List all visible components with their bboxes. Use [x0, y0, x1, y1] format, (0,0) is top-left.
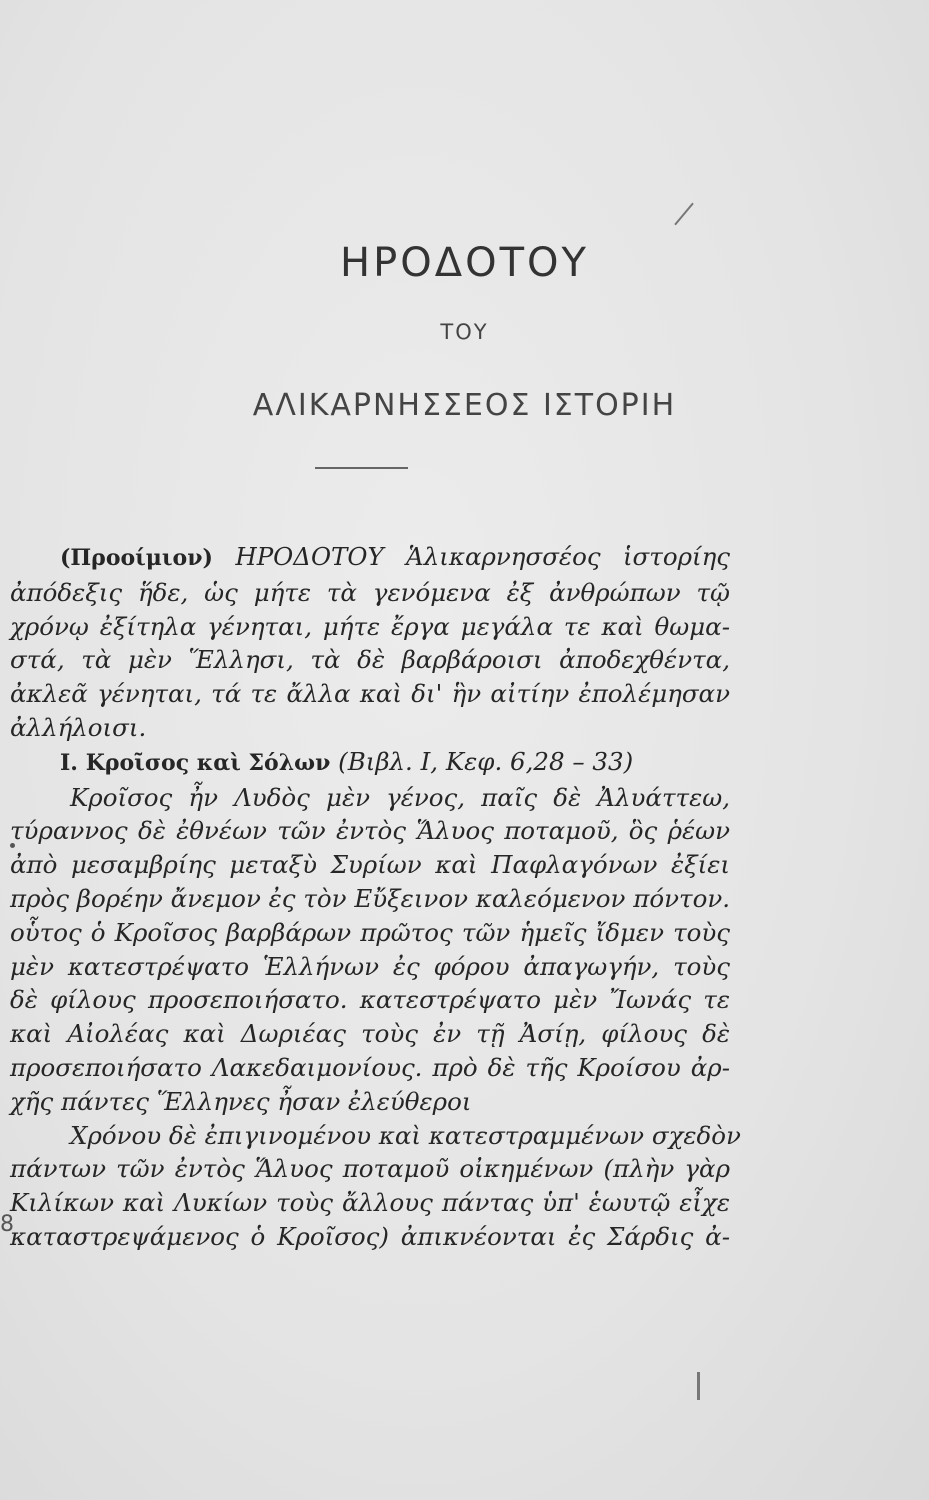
paragraph-line: προσεποιήσατο Λακεδαιμονίους. πρὸ δὲ τῆς Κροίσου ἀρ-	[10, 1052, 730, 1082]
prooimion-line: χρόνῳ ἐξίτηλα γένηται, μήτε ἔργα μεγάλα τε καὶ θωμα-	[10, 611, 730, 641]
paragraph-line: πρὸς βορέην ἄνεμον ἐς τὸν Εὔξεινον καλεόμενον πόντον.	[10, 883, 730, 913]
pencil-stroke-mark	[674, 203, 694, 226]
section-number: I.	[60, 749, 78, 776]
section-heading	[10, 745, 730, 781]
prooimion-line: ἀλλήλοισι.	[10, 712, 147, 742]
paragraph-line: μὲν κατεστρέψατο Ἑλλήνων ἐς φόρου ἀπαγωγήν, τοὺς	[10, 951, 730, 981]
section-title: Κροῖσος καὶ Σόλων	[85, 749, 331, 776]
paragraph-line: τύραννος δὲ ἐθνέων τῶν ἐντὸς Ἅλυος ποταμοῦ, ὃς ῥέων	[10, 816, 730, 846]
prooimion-line: ἀκλεᾶ γένηται, τά τε ἄλλα καὶ δι' ἣν αἰτίην ἐπολέμησαν	[10, 679, 730, 709]
paragraph-line: καταστρεψάμενος ὁ Κροῖσος) ἀπικνέονται ἐς Σάρδις ἀ-	[10, 1221, 730, 1251]
paragraph-line: Χρόνου δὲ ἐπιγινομένου καὶ κατεστραμμένων σχεδὸν	[70, 1120, 741, 1150]
paragraph-line: οὗτος ὁ Κροῖσος βαρβάρων πρῶτος τῶν ἡμεῖς ἴδμεν τοὺς	[10, 917, 730, 947]
paragraph-line: Κιλίκων καὶ Λυκίων τοὺς ἄλλους πάντας ὑπ' ἑωυτῷ εἶχε	[10, 1188, 730, 1218]
paragraph-line: χῆς πάντες Ἕλληνες ἦσαν ἐλεύθεροι	[10, 1086, 472, 1116]
pencil-mark-bottom	[697, 1372, 700, 1400]
prooimion-label: (Προοίμιον)	[60, 545, 213, 571]
book-subtitle: ΤΟΥ	[440, 320, 489, 344]
paragraph-line: καὶ Αἰολέας καὶ Δωριέας τοὺς ἐν τῇ Ἀσίῃ, φίλους δὲ	[10, 1019, 730, 1049]
prooimion-line: (Προοίμιον) ΗΡΟΔΟΤΟΥ Ἁλικαρνησσέος ἱστορίης	[60, 542, 730, 571]
paragraph-line: δὲ φίλους προσεποιήσατο. κατεστρέψατο μὲν Ἴωνάς τε	[10, 985, 730, 1015]
paragraph-line: Κροῖσος ἦν Λυδὸς μὲν γένος, παῖς δὲ Ἀλυάττεω,	[70, 782, 730, 812]
divider-rule	[315, 467, 408, 469]
book-title: ΗΡΟΔΟΤΟΥ	[340, 240, 589, 286]
section-reference: (Βιβλ. Ι, Κεφ. 6,28 – 33)	[338, 746, 634, 776]
prooimion-line: ἀπόδεξις ἥδε, ὡς μήτε τὰ γενόμενα ἐξ ἀνθρώπων τῷ	[10, 577, 730, 607]
margin-number: 8	[0, 1212, 14, 1237]
prooimion-line: στά, τὰ μὲν Ἕλλησι, τὰ δὲ βαρβάροισι ἀποδεχθέντα,	[10, 645, 730, 675]
book-heading: ΑΛΙΚΑΡΝΗΣΣΕΟΣ ΙΣΤΟΡΙΗ	[252, 388, 677, 423]
paragraph-line: πάντων τῶν ἐντὸς Ἅλυος ποταμοῦ οἰκημένων (πλὴν γὰρ	[10, 1154, 730, 1184]
paragraph-line: ἀπὸ μεσαμβρίης μεταξὺ Συρίων καὶ Παφλαγόνων ἐξίει	[10, 850, 730, 880]
text-block	[10, 540, 741, 1254]
